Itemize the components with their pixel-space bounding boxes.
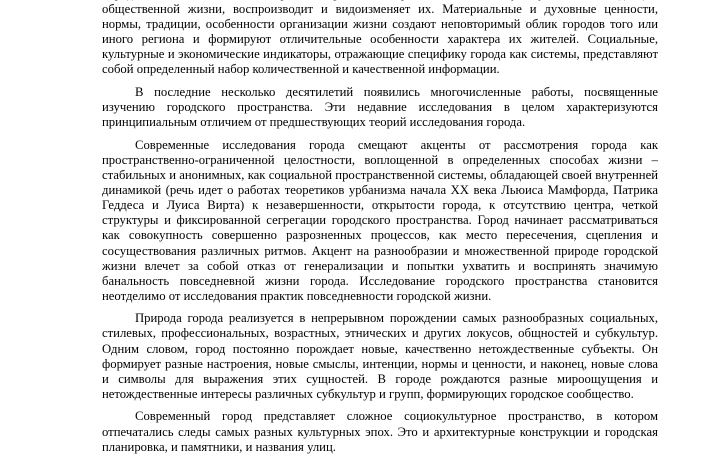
paragraph-modern-city-studies: Современные исследования города смещают акценты от рассмотрения города как пространственно-ограниченной целостности, воплощенной в определенных способах жизни – стабильных и анонимных, как социальной пространственной системы, обладающей своей внутренней динамикой (речь идет о работах теоретиков урбанизма начала XX века Льюиса Мамфорда, Патрика Геддеса и Луиса Вирта) к незавершенности, открытости города, к отсутствию центра, четкой структуры и фиксированной сегрегации городского пространства. Город начинает рассматриваться как совокупность совершенно разрозненных процессов, как место пересечения, сцепления и сосуществования различных ритмов. Акцент на разнообразии и множественной природе городской жизни влечет за собой отказ от генерализации и попытки ухватить и воспринять значимую банальность повседневной жизни города. Исследование городского пространства становится неотделимо от исследования практик повседневности городской жизни. [102,137,658,303]
paragraph-recent-research: В последние несколько десятилетий появились многочисленные работы, посвященные изучению городского пространства. Эти недавние исследования в целом характеризуются принципиальным отличием от предшествующих теорий исследования города. [102,85,658,130]
paragraph-city-reflects-time: общественной жизни, воспроизводит и видоизменяет их. Материальные и духовные ценности, нормы, традиции, особенности организации жизни создают неповторимый облик городов того или иного региона и формируют отличительные особенности характера их жителей. Социальные, культурные и экономические индикаторы, отражающие специфику города как системы, представляют собой определенный набор количественной и качественной информации. [102,2,658,77]
paragraph-nature-of-city: Природа города реализуется в непрерывном порождении самых разнообразных социальных, стилевых, профессиональных, возрастных, этнических и других локусов, общностей и субкультур. Одним словом, город постоянно порождает новые, качественно нетождественные субъекты. Он формирует разные настроения, новые смыслы, интенции, нормы и ценности, и наконец, новые слова и символы для выражения этих сущностей. В городе рождаются разные мироощущения и нетождественные интересы различных субкультур и групп, формирующих городское сообщество. [102,311,658,401]
paragraph-sociocultural-space: Современный город представляет сложное социокультурное пространство, в котором отпечатались следы самых разных культурных эпох. Это и архитектурные конструкции и городская планировка, и памятники, и названия улиц. [102,409,658,454]
document-page [102,0,658,462]
